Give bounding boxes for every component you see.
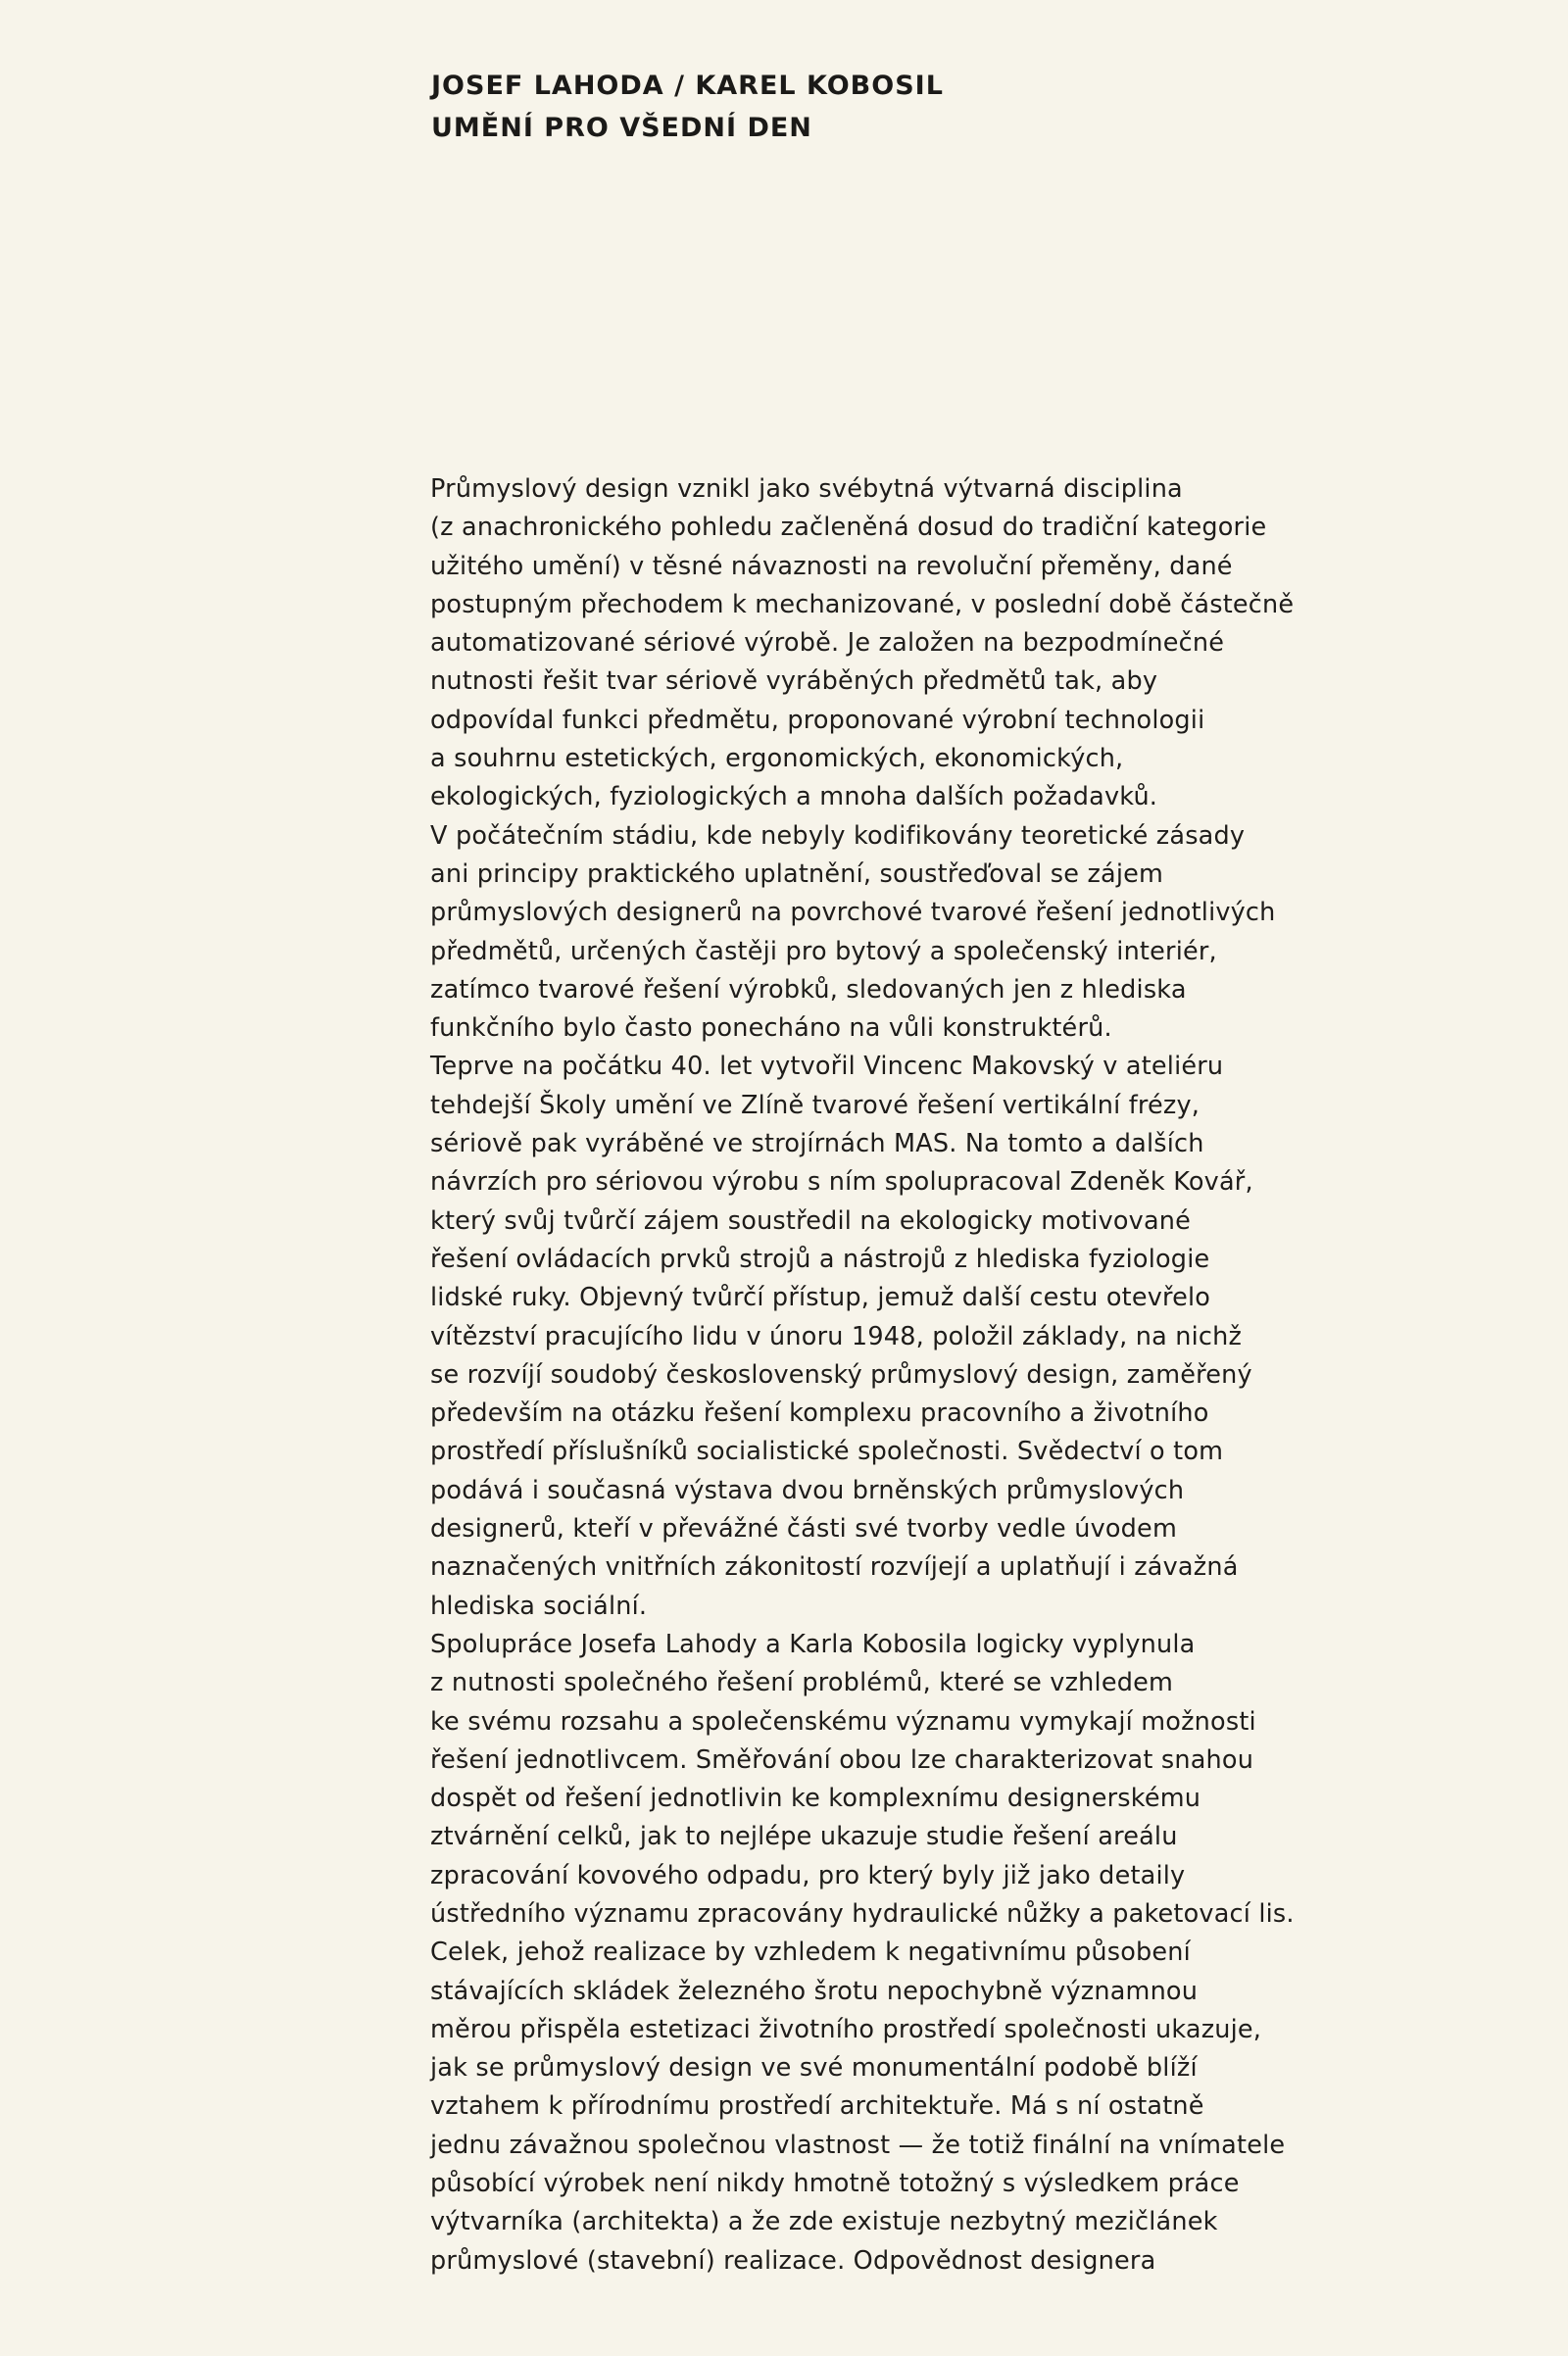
text-line: vítězství pracujícího lidu v únoru 1948, položil základy, na nichž bbox=[430, 1321, 1243, 1351]
text-line: užitého umění) v těsné návaznosti na revoluční přeměny, dané bbox=[430, 551, 1233, 581]
text-line: návrzích pro sériovou výrobu s ním spolupracoval Zdeněk Kovář, bbox=[430, 1167, 1253, 1198]
text-line: a souhrnu estetických, ergonomických, ekonomických, bbox=[430, 744, 1124, 774]
text-line: odpovídal funkci předmětu, proponované výrobní technologii bbox=[430, 705, 1205, 735]
text-line: průmyslové (stavební) realizace. Odpovědnost designera bbox=[430, 2245, 1156, 2276]
text-line: tehdejší Školy umění ve Zlíně tvarové řešení vertikální frézy, bbox=[430, 1090, 1200, 1120]
text-line: řešení ovládacích prvků strojů a nástrojů z hlediska fyziologie bbox=[430, 1244, 1210, 1274]
text-line: ke svému rozsahu a společenskému významu vymykají možnosti bbox=[430, 1706, 1256, 1737]
text-line: lidské ruky. Objevný tvůrčí přístup, jemuž další cestu otevřelo bbox=[430, 1283, 1211, 1313]
text-line: funkčního bylo často ponecháno na vůli konstruktérů. bbox=[430, 1013, 1112, 1044]
text-line: sériově pak vyráběné ve strojírnách MAS. Na tomto a dalších bbox=[430, 1129, 1204, 1159]
text-line: se rozvíjí soudobý československý průmyslový design, zaměřený bbox=[430, 1359, 1252, 1390]
authors-heading: JOSEF LAHODA / KAREL KOBOSIL bbox=[431, 71, 944, 101]
text-line: nutnosti řešit tvar sériově vyráběných předmětů tak, aby bbox=[430, 666, 1158, 697]
text-line: průmyslových designerů na povrchové tvarové řešení jednotlivých bbox=[430, 898, 1276, 928]
text-line: postupným přechodem k mechanizované, v poslední době částečně bbox=[430, 589, 1295, 619]
text-line: z nutnosti společného řešení problémů, které se vzhledem bbox=[430, 1668, 1174, 1698]
text-line: prostředí příslušníků socialistické společnosti. Svědectví o tom bbox=[430, 1437, 1224, 1467]
text-line: především na otázku řešení komplexu pracovního a životního bbox=[430, 1399, 1209, 1429]
text-line: zpracování kovového odpadu, pro který byly již jako detaily bbox=[430, 1860, 1186, 1890]
text-line: dospět od řešení jednotlivin ke komplexnímu designerskému bbox=[430, 1784, 1201, 1814]
text-line: měrou přispěla estetizaci životního prostředí společnosti ukazuje, bbox=[430, 2014, 1262, 2044]
text-line: stávajících skládek železného šrotu nepochybně významnou bbox=[430, 1976, 1199, 2006]
text-line: ztvárnění celků, jak to nejlépe ukazuje studie řešení areálu bbox=[430, 1822, 1178, 1852]
text-line: jak se průmyslový design ve své monumentální podobě blíží bbox=[430, 2053, 1198, 2084]
text-line: naznačených vnitřních zákonitostí rozvíjejí a uplatňují i závažná bbox=[430, 1552, 1239, 1583]
text-line: působící výrobek není nikdy hmotně totožný s výsledkem práce bbox=[430, 2169, 1240, 2199]
text-line: (z anachronického pohledu začleněná dosud do tradiční kategorie bbox=[430, 513, 1267, 543]
header bbox=[431, 65, 1313, 149]
text-line: ústředního významu zpracovány hydraulické nůžky a paketovací lis. bbox=[430, 1898, 1295, 1929]
text-line: vztahem k přírodnímu prostředí architektuře. Má s ní ostatně bbox=[430, 2091, 1204, 2122]
text-line: ani principy praktického uplatnění, soustřeďoval se zájem bbox=[430, 859, 1164, 889]
text-line: Spolupráce Josefa Lahody a Karla Kobosila logicky vyplynula bbox=[430, 1629, 1196, 1659]
text-line: ekologických, fyziologických a mnoha dalších požadavků. bbox=[430, 782, 1158, 812]
text-line: který svůj tvůrčí zájem soustředil na ekologicky motivované bbox=[430, 1205, 1192, 1236]
title-heading: UMĚNÍ PRO VŠEDNÍ DEN bbox=[431, 113, 812, 143]
text-line: jednu závažnou společnou vlastnost — že totiž finální na vnímatele bbox=[430, 2130, 1286, 2160]
text-line: předmětů, určených častěji pro bytový a společenský interiér, bbox=[430, 936, 1217, 966]
text-line: zatímco tvarové řešení výrobků, sledovaných jen z hlediska bbox=[430, 974, 1187, 1005]
body-text bbox=[430, 470, 1469, 2281]
text-line: řešení jednotlivcem. Směřování obou lze charakterizovat snahou bbox=[430, 1744, 1254, 1775]
text-line: V počátečním stádiu, kde nebyly kodifikovány teoretické zásady bbox=[430, 820, 1246, 851]
text-line: Celek, jehož realizace by vzhledem k negativnímu působení bbox=[430, 1938, 1191, 1968]
text-line: designerů, kteří v převážné části své tvorby vedle úvodem bbox=[430, 1514, 1177, 1545]
text-line: výtvarníka (architekta) a že zde existuje nezbytný mezičlánek bbox=[430, 2207, 1218, 2237]
text-line: podává i současná výstava dvou brněnských průmyslových bbox=[430, 1475, 1185, 1505]
text-line: automatizované sériové výrobě. Je založen na bezpodmínečné bbox=[430, 628, 1225, 659]
text-line: Teprve na počátku 40. let vytvořil Vincenc Makovský v ateliéru bbox=[430, 1052, 1224, 1082]
text-line: hlediska sociální. bbox=[430, 1591, 648, 1621]
text-line: Průmyslový design vznikl jako svébytná výtvarná disciplina bbox=[430, 474, 1183, 504]
